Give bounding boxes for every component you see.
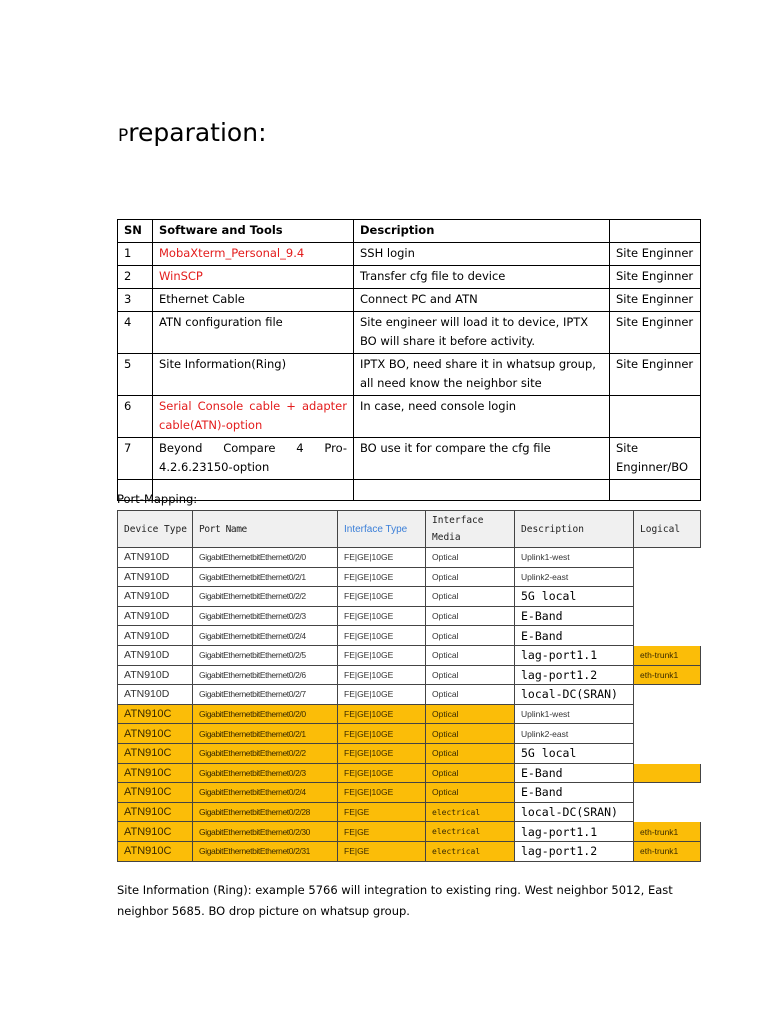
header-device-type: Device Type	[117, 510, 193, 548]
cell-iface: FE|GE	[338, 803, 426, 823]
cell-media: Optical	[426, 744, 515, 764]
cell-desc: E-Band	[515, 626, 634, 646]
cell-desc: Site engineer will load it to device, IPTX BO will share it before activity.	[354, 312, 610, 354]
page-title: Preparation:	[118, 118, 267, 147]
cell-tool: Serial Console cable + adapter cable(ATN)-option	[153, 396, 354, 438]
site-info-paragraph: Site Information (Ring): example 5766 will integration to existing ring. West neighbor 5012, East neighbor 5685. BO drop picture on whatsup group.	[117, 883, 673, 918]
cell-port: GigabitEthernetbitEthernet0/2/30	[193, 822, 338, 842]
cell-logical	[634, 548, 701, 568]
cell-media: Optical	[426, 705, 515, 725]
cell-logical: eth-trunk1	[634, 666, 701, 686]
cell-device: ATN910C	[117, 705, 193, 725]
cell-role: Site Enginner	[610, 312, 701, 354]
cell-iface: FE|GE|10GE	[338, 646, 426, 666]
cell-role	[610, 396, 701, 438]
cell-port: GigabitEthernetbitEthernet0/2/4	[193, 783, 338, 803]
header-sn: SN	[118, 220, 153, 243]
cell-media: electrical	[426, 803, 515, 823]
cell-media: Optical	[426, 685, 515, 705]
cell-sn: 1	[118, 243, 153, 266]
cell-port: GigabitEthernetbitEthernet0/2/1	[193, 724, 338, 744]
cell-desc: Uplink2-east	[515, 724, 634, 744]
tools-row	[118, 243, 701, 266]
cell-iface: FE|GE|10GE	[338, 587, 426, 607]
cell-desc: Uplink1-west	[515, 548, 634, 568]
cell-desc: Connect PC and ATN	[354, 289, 610, 312]
cell-media: Optical	[426, 587, 515, 607]
cell-iface: FE|GE|10GE	[338, 607, 426, 627]
cell-logical	[634, 803, 701, 823]
cell-port: GigabitEthernetbitEthernet0/2/3	[193, 607, 338, 627]
cell-port: GigabitEthernetbitEthernet0/2/28	[193, 803, 338, 823]
cell-sn: 7	[118, 438, 153, 480]
header-interface-type: Interface Type	[338, 510, 426, 548]
cell-tool: MobaXterm_Personal_9.4	[153, 243, 354, 266]
cell-role: Site Enginner	[610, 289, 701, 312]
cell-desc: local-DC(SRAN)	[515, 685, 634, 705]
cell-media: Optical	[426, 568, 515, 588]
cell-logical	[634, 607, 701, 627]
cell-logical	[634, 685, 701, 705]
cell-device: ATN910D	[117, 685, 193, 705]
cell-port: GigabitEthernetbitEthernet0/2/5	[193, 646, 338, 666]
header-tools: Software and Tools	[153, 220, 354, 243]
cell-port: GigabitEthernetbitEthernet0/2/31	[193, 842, 338, 862]
cell-device: ATN910C	[117, 724, 193, 744]
cell-desc: E-Band	[515, 607, 634, 627]
cell-media: electrical	[426, 822, 515, 842]
cell-desc: IPTX BO, need share it in whatsup group, all need know the neighbor site	[354, 354, 610, 396]
cell-port: GigabitEthernetbitEthernet0/2/6	[193, 666, 338, 686]
tools-row	[118, 266, 701, 289]
cell-logical	[634, 724, 701, 744]
cell-logical	[634, 587, 701, 607]
header-interface-media: Interface Media	[426, 510, 515, 548]
cell-iface: FE|GE|10GE	[338, 685, 426, 705]
cell-sn: 2	[118, 266, 153, 289]
tools-header-row	[118, 220, 701, 243]
cell-logical	[634, 764, 701, 784]
cell-iface: FE|GE|10GE	[338, 724, 426, 744]
cell-media: Optical	[426, 764, 515, 784]
cell-device: ATN910D	[117, 568, 193, 588]
cell-port: GigabitEthernetbitEthernet0/2/3	[193, 764, 338, 784]
header-port-name: Port Name	[193, 510, 338, 548]
cell-media: Optical	[426, 626, 515, 646]
cell-media: Optical	[426, 724, 515, 744]
cell-iface: FE|GE|10GE	[338, 783, 426, 803]
cell-desc: BO use it for compare the cfg file	[354, 438, 610, 480]
cell-device: ATN910C	[117, 764, 193, 784]
cell-media: electrical	[426, 842, 515, 862]
cell-port: GigabitEthernetbitEthernet0/2/4	[193, 626, 338, 646]
cell-desc: local-DC(SRAN)	[515, 803, 634, 823]
cell-media: Optical	[426, 548, 515, 568]
cell-device: ATN910D	[117, 548, 193, 568]
cell-port: GigabitEthernetbitEthernet0/2/2	[193, 587, 338, 607]
cell-logical	[634, 744, 701, 764]
cell-role: Site Enginner/BO	[610, 438, 701, 480]
cell-device: ATN910D	[117, 587, 193, 607]
header-logical: Logical	[634, 510, 701, 548]
tools-row	[118, 354, 701, 396]
cell-port: GigabitEthernetbitEthernet0/2/7	[193, 685, 338, 705]
cell-logical: eth-trunk1	[634, 842, 701, 862]
cell-logical	[634, 568, 701, 588]
cell-tool: Ethernet Cable	[153, 289, 354, 312]
cell-iface: FE|GE|10GE	[338, 568, 426, 588]
cell-device: ATN910D	[117, 646, 193, 666]
port-mapping-label: Port-Mapping:	[117, 492, 198, 506]
cell-role: Site Enginner	[610, 354, 701, 396]
tools-row-empty	[118, 480, 701, 501]
cell-desc: In case, need console login	[354, 396, 610, 438]
cell-tool: Beyond Compare 4 Pro-4.2.6.23150-option	[153, 438, 354, 480]
cell-desc: 5G local	[515, 744, 634, 764]
cell-empty	[610, 480, 701, 501]
cell-iface: FE|GE	[338, 842, 426, 862]
cell-media: Optical	[426, 666, 515, 686]
cell-device: ATN910C	[117, 803, 193, 823]
cell-iface: FE|GE|10GE	[338, 626, 426, 646]
cell-port: GigabitEthernetbitEthernet0/2/1	[193, 568, 338, 588]
cell-media: Optical	[426, 783, 515, 803]
cell-desc: lag-port1.1	[515, 822, 634, 842]
tools-table	[117, 219, 701, 501]
cell-device: ATN910D	[117, 666, 193, 686]
cell-device: ATN910D	[117, 607, 193, 627]
tools-row	[118, 289, 701, 312]
cell-desc: 5G local	[515, 587, 634, 607]
header-description: Description	[515, 510, 634, 548]
cell-logical	[634, 783, 701, 803]
cell-tool: Site Information(Ring)	[153, 354, 354, 396]
cell-desc: Uplink1-west	[515, 705, 634, 725]
cell-empty	[354, 480, 610, 501]
cell-desc: lag-port1.2	[515, 666, 634, 686]
cell-logical	[634, 705, 701, 725]
cell-sn: 3	[118, 289, 153, 312]
cell-role: Site Enginner	[610, 266, 701, 289]
cell-device: ATN910C	[117, 842, 193, 862]
cell-iface: FE|GE	[338, 822, 426, 842]
cell-desc: lag-port1.1	[515, 646, 634, 666]
cell-iface: FE|GE|10GE	[338, 666, 426, 686]
cell-media: Optical	[426, 607, 515, 627]
cell-desc: E-Band	[515, 783, 634, 803]
cell-desc: Transfer cfg file to device	[354, 266, 610, 289]
cell-device: ATN910C	[117, 744, 193, 764]
header-role	[610, 220, 701, 243]
cell-desc: Uplink2-east	[515, 568, 634, 588]
cell-tool: WinSCP	[153, 266, 354, 289]
cell-logical: eth-trunk1	[634, 646, 701, 666]
cell-logical	[634, 626, 701, 646]
cell-role: Site Enginner	[610, 243, 701, 266]
tools-row	[118, 312, 701, 354]
cell-sn: 6	[118, 396, 153, 438]
tools-row	[118, 396, 701, 438]
cell-iface: FE|GE|10GE	[338, 744, 426, 764]
tools-row	[118, 438, 701, 480]
cell-device: ATN910C	[117, 822, 193, 842]
cell-port: GigabitEthernetbitEthernet0/2/2	[193, 744, 338, 764]
header-description: Description	[354, 220, 610, 243]
cell-media: Optical	[426, 646, 515, 666]
cell-device: ATN910D	[117, 626, 193, 646]
cell-desc: SSH login	[354, 243, 610, 266]
cell-iface: FE|GE|10GE	[338, 705, 426, 725]
cell-port: GigabitEthernetbitEthernet0/2/0	[193, 705, 338, 725]
cell-sn: 5	[118, 354, 153, 396]
cell-desc: E-Band	[515, 764, 634, 784]
cell-tool: ATN configuration file	[153, 312, 354, 354]
cell-desc: lag-port1.2	[515, 842, 634, 862]
cell-sn: 4	[118, 312, 153, 354]
cell-iface: FE|GE|10GE	[338, 764, 426, 784]
cell-port: GigabitEthernetbitEthernet0/2/0	[193, 548, 338, 568]
cell-device: ATN910C	[117, 783, 193, 803]
cell-iface: FE|GE|10GE	[338, 548, 426, 568]
cell-logical: eth-trunk1	[634, 822, 701, 842]
